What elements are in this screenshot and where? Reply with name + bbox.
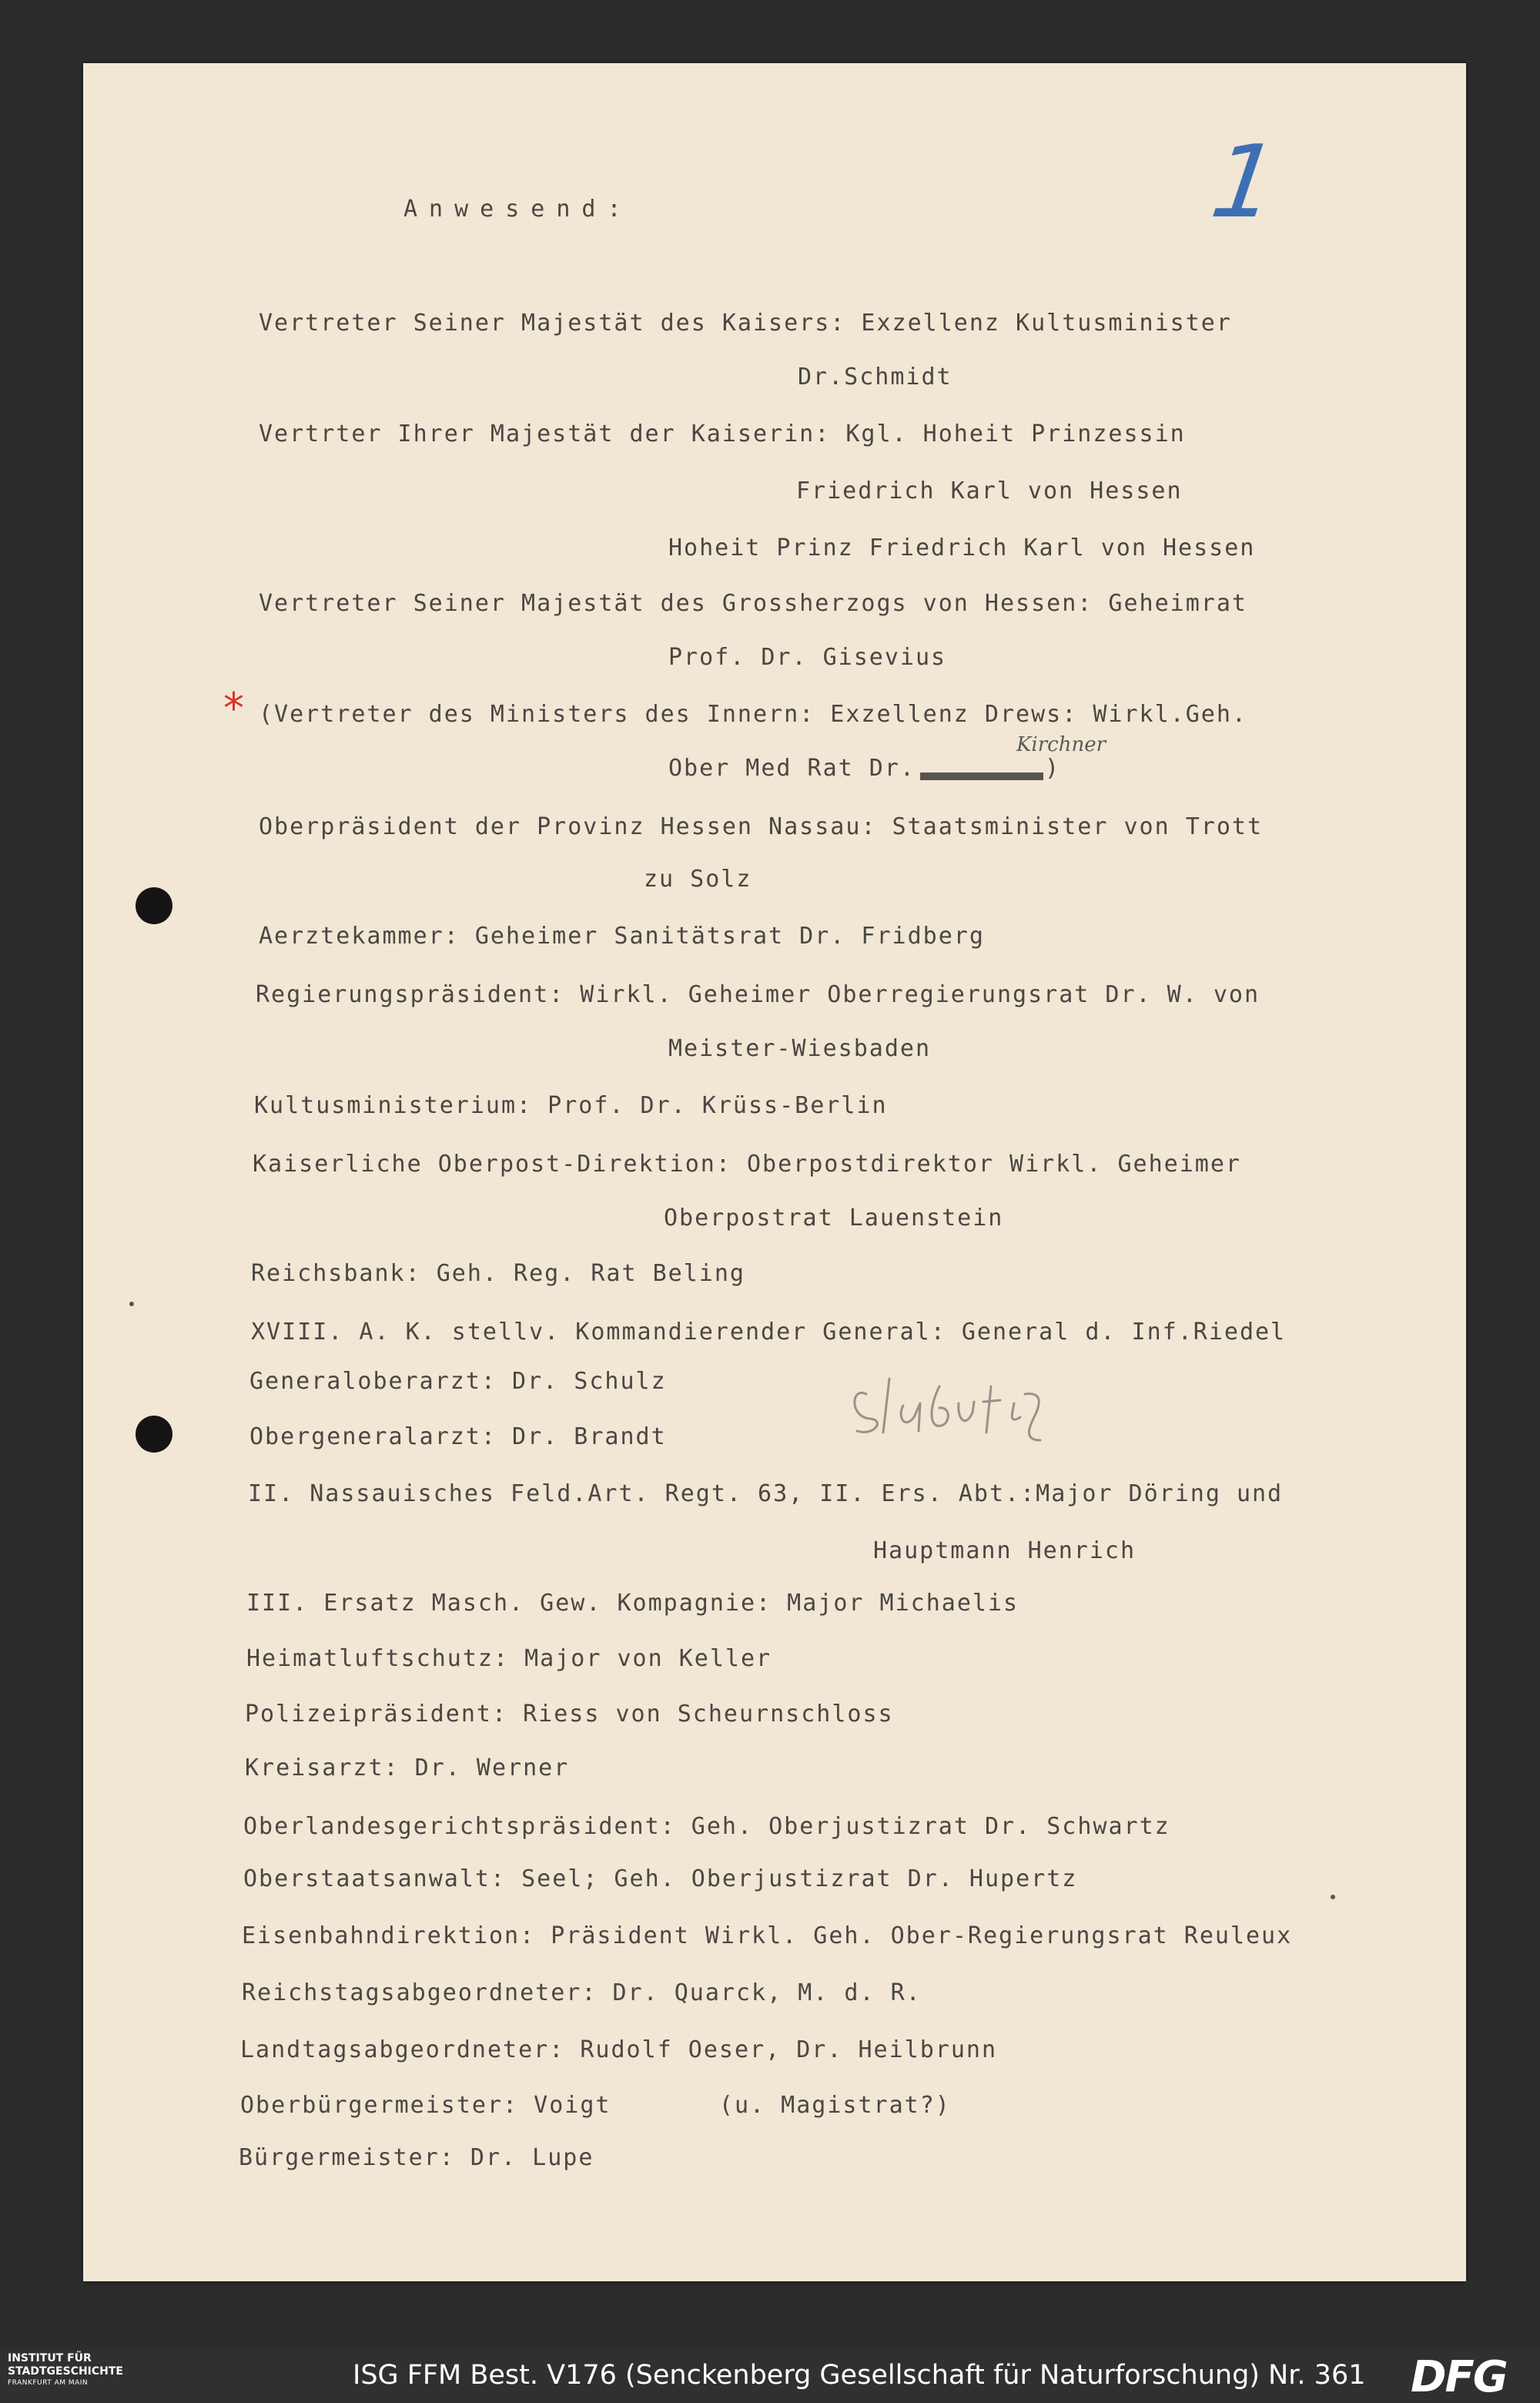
attendee-line: Eisenbahndirektion: Präsident Wirkl. Geh. Ober-Regierungsrat Reuleux: [242, 1922, 1293, 1949]
attendee-line: Reichsbank: Geh. Reg. Rat Beling: [251, 1260, 745, 1287]
attendee-line: Landtagsabgeordneter: Rudolf Oeser, Dr. Heilbrunn: [240, 2036, 998, 2063]
attendee-line: Kreisarzt: Dr. Werner: [245, 1754, 570, 1781]
attendee-line: Meister-Wiesbaden: [668, 1035, 932, 1062]
handwritten-correction: Kirchner: [1016, 733, 1106, 756]
attendee-line: Hauptmann Henrich: [873, 1537, 1137, 1564]
institute-name-line2: STADTGESCHICHTE: [8, 2365, 123, 2378]
attendee-line: Vertreter Seiner Majestät des Kaisers: Exzellenz Kultusminister: [259, 310, 1232, 337]
attendee-line: Obergeneralarzt: Dr. Brandt: [249, 1423, 667, 1450]
punch-hole-top: [136, 887, 172, 924]
attendee-line: Regierungspräsident: Wirkl. Geheimer Oberregierungsrat Dr. W. von: [256, 981, 1260, 1008]
attendee-line-text: Ober Med Rat Dr.: [668, 755, 916, 782]
archive-caption: ISG FFM Best. V176 (Senckenberg Gesellschaft für Naturforschung) Nr. 361: [353, 2360, 1366, 2391]
attendee-line-struck: [668, 755, 1060, 782]
paper-speck: [1331, 1895, 1335, 1899]
attendee-line: Friedrich Karl von Hessen: [796, 478, 1183, 504]
attendee-line: Reichstagsabgeordneter: Dr. Quarck, M. d. R.: [242, 1979, 922, 2006]
dfg-logo: DFG: [1411, 2352, 1507, 2402]
attendee-line: Generaloberarzt: Dr. Schulz: [249, 1368, 667, 1395]
red-asterisk-mark: *: [223, 684, 244, 732]
attendee-line: Kultusministerium: Prof. Dr. Krüss-Berlin: [254, 1092, 888, 1119]
attendee-line: zu Solz: [644, 866, 752, 893]
closing-parenthesis: ): [1044, 755, 1061, 782]
attendee-line: Prof. Dr. Gisevius: [668, 644, 947, 671]
attendee-line: Vertrter Ihrer Majestät der Kaiserin: Kgl. Hoheit Prinzessin: [259, 421, 1186, 447]
attendee-line: Oberlandesgerichtspräsident: Geh. Oberjustizrat Dr. Schwartz: [243, 1813, 1170, 1840]
attendee-line: Oberpräsident der Provinz Hessen Nassau: Staatsminister von Trott: [259, 813, 1263, 840]
attendee-line: Aerztekammer: Geheimer Sanitätsrat Dr. Fridberg: [259, 923, 985, 950]
punch-hole-bottom: [136, 1416, 172, 1453]
attendee-line: Polizeipräsident: Riess von Scheurnschloss: [245, 1701, 894, 1728]
attendee-line: XVIII. A. K. stellv. Kommandierender General: General d. Inf.Riedel: [251, 1319, 1287, 1346]
institute-logo: [8, 2352, 154, 2388]
struck-out-name: [920, 759, 1043, 780]
attendee-line: Oberbürgermeister: Voigt (u. Magistrat?): [240, 2092, 951, 2119]
attendee-line: III. Ersatz Masch. Gew. Kompagnie: Major Michaelis: [246, 1590, 1019, 1617]
attendee-line: Oberpostrat Lauenstein: [664, 1205, 1004, 1232]
paper-speck: [129, 1302, 134, 1306]
attendee-line: Kaiserliche Oberpost-Direktion: Oberpostdirektor Wirkl. Geheimer: [253, 1151, 1241, 1178]
attendee-line: Heimatluftschutz: Major von Keller: [246, 1645, 772, 1672]
handwritten-signature: [843, 1363, 1066, 1448]
attendee-line: Dr.Schmidt: [798, 364, 952, 390]
attendee-line: Oberstaatsanwalt: Seel; Geh. Oberjustizrat Dr. Hupertz: [243, 1865, 1078, 1892]
attendee-line: Hoheit Prinz Friedrich Karl von Hessen: [668, 535, 1256, 561]
handwritten-page-number: 1: [1204, 123, 1285, 240]
institute-name-line1: INSTITUT FÜR: [8, 2352, 92, 2364]
institute-name-line3: FRANKFURT AM MAIN: [8, 2379, 89, 2387]
attendee-line: II. Nassauisches Feld.Art. Regt. 63, II. Ers. Abt.:Major Döring und: [248, 1480, 1284, 1507]
heading-anwesend: Anwesend:: [403, 196, 633, 223]
attendee-line: Vertreter Seiner Majestät des Grossherzogs von Hessen: Geheimrat: [259, 590, 1247, 617]
attendee-line: (Vertreter des Ministers des Innern: Exzellenz Drews: Wirkl.Geh.: [259, 701, 1247, 728]
attendee-line: Bürgermeister: Dr. Lupe: [239, 2144, 594, 2171]
